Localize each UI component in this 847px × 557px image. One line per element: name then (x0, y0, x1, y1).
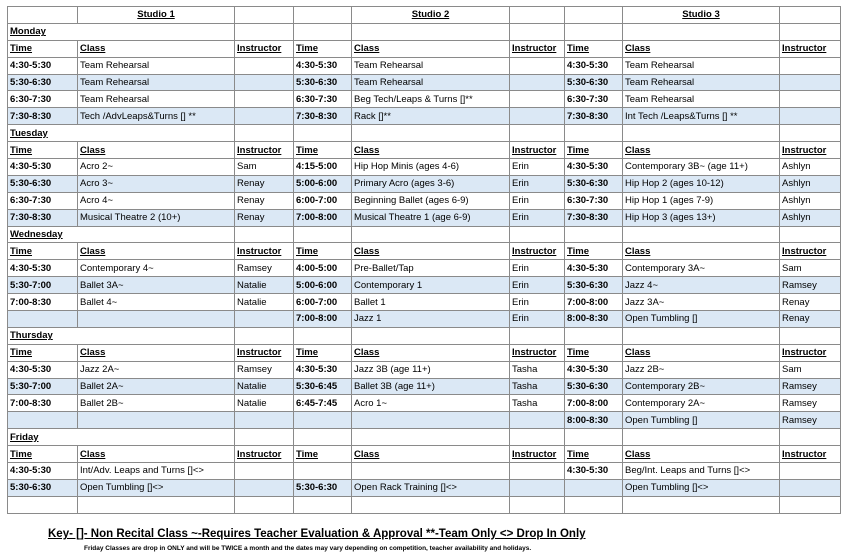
time-header: Time (8, 446, 78, 463)
class-cell: Team Rehearsal (623, 74, 780, 91)
studio-2-pad (294, 7, 352, 24)
empty-cell (780, 23, 841, 40)
empty-cell (565, 226, 623, 243)
time-cell: 4:30-5:30 (8, 361, 78, 378)
class-cell: Contemporary 2B~ (623, 378, 780, 395)
empty-cell (352, 125, 510, 142)
empty-cell (623, 23, 780, 40)
time-cell: 7:30-8:30 (8, 108, 78, 125)
empty-cell (623, 429, 780, 446)
instructor-cell: Ramsey (780, 395, 841, 412)
class-row (8, 311, 841, 328)
class-header: Class (78, 243, 235, 260)
empty-cell (623, 327, 780, 344)
instructor-cell: Renay (780, 311, 841, 328)
empty-cell (565, 125, 623, 142)
class-cell: Pre-Ballet/Tap (352, 260, 510, 277)
class-cell: Open Tumbling [] (623, 311, 780, 328)
time-cell: 7:30-8:30 (294, 108, 352, 125)
class-header: Class (623, 142, 780, 159)
instructor-header: Instructor (780, 40, 841, 57)
empty-cell (510, 226, 565, 243)
class-cell: Contemporary 4~ (78, 260, 235, 277)
class-cell: Int Tech /Leaps&Turns [] ** (623, 108, 780, 125)
instructor-header: Instructor (510, 344, 565, 361)
class-cell (78, 496, 235, 513)
time-header: Time (8, 142, 78, 159)
instructor-cell (235, 496, 294, 513)
class-row (8, 277, 841, 294)
instructor-cell: Natalie (235, 378, 294, 395)
instructor-cell: Erin (510, 192, 565, 209)
time-cell (8, 311, 78, 328)
class-row (8, 74, 841, 91)
instructor-cell: Erin (510, 277, 565, 294)
class-cell (352, 496, 510, 513)
time-cell: 7:30-8:30 (8, 209, 78, 226)
instructor-cell: Natalie (235, 277, 294, 294)
class-cell: Jazz 4~ (623, 277, 780, 294)
studio-1-pad-end (235, 7, 294, 24)
instructor-cell (235, 108, 294, 125)
empty-cell (294, 327, 352, 344)
instructor-cell (780, 463, 841, 480)
class-cell: Int/Adv. Leaps and Turns []<> (78, 463, 235, 480)
time-cell: 6:00-7:00 (294, 294, 352, 311)
class-cell: Contemporary 2A~ (623, 395, 780, 412)
empty-cell (565, 327, 623, 344)
instructor-cell: Erin (510, 175, 565, 192)
class-row (8, 175, 841, 192)
class-cell: Ballet 4~ (78, 294, 235, 311)
time-cell: 5:30-6:30 (8, 74, 78, 91)
instructor-cell: Ashlyn (780, 209, 841, 226)
instructor-cell (510, 91, 565, 108)
time-header: Time (565, 243, 623, 260)
instructor-header: Instructor (780, 446, 841, 463)
empty-cell (565, 23, 623, 40)
class-cell: Ballet 1 (352, 294, 510, 311)
class-header: Class (78, 142, 235, 159)
class-header: Class (352, 40, 510, 57)
time-header: Time (565, 446, 623, 463)
day-name: Tuesday (8, 125, 235, 142)
class-cell: Contemporary 1 (352, 277, 510, 294)
time-cell: 5:30-6:30 (565, 74, 623, 91)
class-cell (352, 412, 510, 429)
time-cell: 5:30-6:30 (8, 479, 78, 496)
class-cell: Acro 4~ (78, 192, 235, 209)
time-header: Time (565, 344, 623, 361)
instructor-header: Instructor (780, 243, 841, 260)
class-cell (78, 311, 235, 328)
empty-cell (510, 327, 565, 344)
time-cell: 4:30-5:30 (8, 159, 78, 176)
time-cell: 4:30-5:30 (294, 57, 352, 74)
instructor-cell: Erin (510, 209, 565, 226)
class-cell: Acro 3~ (78, 175, 235, 192)
instructor-cell: Ramsey (780, 412, 841, 429)
time-cell: 6:30-7:30 (565, 192, 623, 209)
instructor-header: Instructor (510, 40, 565, 57)
empty-cell (623, 125, 780, 142)
class-cell: Open Tumbling []<> (78, 479, 235, 496)
class-cell: Open Tumbling [] (623, 412, 780, 429)
time-cell: 5:30-6:45 (294, 378, 352, 395)
time-cell: 5:00-6:00 (294, 175, 352, 192)
day-row (8, 429, 841, 446)
class-row (8, 209, 841, 226)
instructor-cell (510, 108, 565, 125)
class-cell: Ballet 3B (age 11+) (352, 378, 510, 395)
empty-cell (235, 226, 294, 243)
class-cell: Open Tumbling []<> (623, 479, 780, 496)
instructor-cell (780, 57, 841, 74)
instructor-cell: Tasha (510, 378, 565, 395)
class-row (8, 378, 841, 395)
empty-cell (780, 429, 841, 446)
class-row (8, 496, 841, 513)
friday-note: Friday Classes are drop in ONLY and will be TWICE a month and the dates may vary depending on competition, teacher availability and holidays. (84, 545, 532, 552)
empty-cell (623, 226, 780, 243)
time-cell (294, 412, 352, 429)
instructor-header: Instructor (235, 142, 294, 159)
class-cell: Jazz 3A~ (623, 294, 780, 311)
class-cell: Hip Hop 2 (ages 10-12) (623, 175, 780, 192)
instructor-cell: Renay (235, 209, 294, 226)
class-row (8, 463, 841, 480)
instructor-cell: Sam (780, 361, 841, 378)
time-cell: 7:30-8:30 (565, 209, 623, 226)
time-cell: 5:30-6:30 (565, 277, 623, 294)
class-header: Class (352, 446, 510, 463)
class-cell (623, 496, 780, 513)
instructor-cell (235, 311, 294, 328)
class-cell: Jazz 1 (352, 311, 510, 328)
column-header-row (8, 142, 841, 159)
time-cell: 4:30-5:30 (565, 57, 623, 74)
instructor-cell: Tasha (510, 361, 565, 378)
class-header: Class (623, 446, 780, 463)
class-row (8, 192, 841, 209)
class-row (8, 260, 841, 277)
time-cell: 7:00-8:30 (8, 395, 78, 412)
class-row (8, 412, 841, 429)
class-row (8, 479, 841, 496)
class-cell: Team Rehearsal (78, 57, 235, 74)
instructor-cell (235, 412, 294, 429)
instructor-cell (780, 479, 841, 496)
instructor-cell: Sam (780, 260, 841, 277)
class-cell: Ballet 3A~ (78, 277, 235, 294)
instructor-header: Instructor (235, 40, 294, 57)
time-cell: 6:00-7:00 (294, 192, 352, 209)
empty-cell (352, 226, 510, 243)
empty-cell (352, 23, 510, 40)
studio-1-title: Studio 1 (78, 7, 235, 24)
instructor-cell (235, 74, 294, 91)
class-cell: Acro 2~ (78, 159, 235, 176)
column-header-row (8, 243, 841, 260)
instructor-cell: Ashlyn (780, 175, 841, 192)
day-row (8, 125, 841, 142)
class-header: Class (78, 446, 235, 463)
class-cell (78, 412, 235, 429)
studio-header-row (8, 7, 841, 24)
time-cell: 5:30-6:30 (565, 378, 623, 395)
class-row (8, 57, 841, 74)
time-header: Time (8, 40, 78, 57)
instructor-header: Instructor (235, 344, 294, 361)
column-header-row (8, 446, 841, 463)
time-header: Time (294, 142, 352, 159)
time-cell: 4:30-5:30 (565, 463, 623, 480)
time-cell: 6:30-7:30 (565, 91, 623, 108)
class-cell: Beginning Ballet (ages 6-9) (352, 192, 510, 209)
time-cell: 4:00-5:00 (294, 260, 352, 277)
time-cell: 7:00-8:00 (565, 395, 623, 412)
class-header: Class (352, 142, 510, 159)
empty-cell (294, 23, 352, 40)
class-cell: Team Rehearsal (623, 91, 780, 108)
time-cell: 7:00-8:00 (565, 294, 623, 311)
instructor-cell: Ashlyn (780, 159, 841, 176)
instructor-cell: Natalie (235, 294, 294, 311)
class-cell: Beg/Int. Leaps and Turns []<> (623, 463, 780, 480)
time-cell: 6:30-7:30 (8, 91, 78, 108)
class-cell: Team Rehearsal (623, 57, 780, 74)
class-cell: Contemporary 3A~ (623, 260, 780, 277)
empty-cell (510, 23, 565, 40)
class-schedule-table (7, 6, 841, 514)
instructor-cell (510, 57, 565, 74)
time-cell: 8:00-8:30 (565, 311, 623, 328)
empty-cell (565, 429, 623, 446)
empty-cell (510, 125, 565, 142)
class-row (8, 108, 841, 125)
class-cell: Ballet 2A~ (78, 378, 235, 395)
instructor-cell: Renay (780, 294, 841, 311)
class-cell: Jazz 2A~ (78, 361, 235, 378)
instructor-cell: Erin (510, 294, 565, 311)
class-cell: Jazz 3B (age 11+) (352, 361, 510, 378)
empty-cell (294, 125, 352, 142)
time-cell (565, 496, 623, 513)
studio-2-title: Studio 2 (352, 7, 510, 24)
day-row (8, 23, 841, 40)
time-cell: 7:00-8:00 (294, 209, 352, 226)
instructor-cell (510, 74, 565, 91)
class-header: Class (78, 344, 235, 361)
studio-2-pad-end (510, 7, 565, 24)
class-header: Class (623, 344, 780, 361)
class-cell: Team Rehearsal (352, 74, 510, 91)
empty-cell (294, 429, 352, 446)
class-row (8, 395, 841, 412)
empty-cell (510, 429, 565, 446)
time-cell: 4:15-5:00 (294, 159, 352, 176)
class-cell: Hip Hop 3 (ages 13+) (623, 209, 780, 226)
time-header: Time (294, 40, 352, 57)
class-cell: Hip Hop Minis (ages 4-6) (352, 159, 510, 176)
class-header: Class (78, 40, 235, 57)
class-cell: Musical Theatre 2 (10+) (78, 209, 235, 226)
instructor-cell: Natalie (235, 395, 294, 412)
class-cell: Open Rack Training []<> (352, 479, 510, 496)
time-cell: 6:45-7:45 (294, 395, 352, 412)
class-cell: Primary Acro (ages 3-6) (352, 175, 510, 192)
instructor-cell (235, 463, 294, 480)
time-cell: 5:30-6:30 (294, 479, 352, 496)
time-cell: 4:30-5:30 (294, 361, 352, 378)
time-cell: 4:30-5:30 (565, 361, 623, 378)
instructor-header: Instructor (235, 243, 294, 260)
class-header: Class (623, 40, 780, 57)
time-cell: 5:30-6:30 (8, 175, 78, 192)
day-row (8, 327, 841, 344)
instructor-cell: Sam (235, 159, 294, 176)
class-row (8, 294, 841, 311)
instructor-cell: Ramsey (780, 277, 841, 294)
time-cell: 5:30-6:30 (565, 175, 623, 192)
instructor-cell (780, 74, 841, 91)
class-cell: Beg Tech/Leaps & Turns []** (352, 91, 510, 108)
column-header-row (8, 40, 841, 57)
class-cell: Team Rehearsal (352, 57, 510, 74)
instructor-cell (780, 91, 841, 108)
class-row (8, 91, 841, 108)
class-cell: Hip Hop 1 (ages 7-9) (623, 192, 780, 209)
class-row (8, 159, 841, 176)
class-cell: Team Rehearsal (78, 74, 235, 91)
class-cell: Ballet 2B~ (78, 395, 235, 412)
instructor-cell: Ramsey (235, 260, 294, 277)
class-cell: Team Rehearsal (78, 91, 235, 108)
time-cell: 7:00-8:30 (8, 294, 78, 311)
studio-3-pad (565, 7, 623, 24)
time-cell: 5:00-6:00 (294, 277, 352, 294)
instructor-header: Instructor (780, 142, 841, 159)
instructor-cell: Renay (235, 175, 294, 192)
empty-cell (352, 429, 510, 446)
time-cell (294, 496, 352, 513)
time-cell: 4:30-5:30 (8, 260, 78, 277)
day-name: Wednesday (8, 226, 235, 243)
class-cell (352, 463, 510, 480)
legend-key: Key- []- Non Recital Class ~-Requires Teacher Evaluation & Approval **-Team Only <> Drop In Only (48, 528, 586, 540)
instructor-cell (235, 57, 294, 74)
instructor-cell: Erin (510, 260, 565, 277)
time-cell (8, 412, 78, 429)
class-cell: Jazz 2B~ (623, 361, 780, 378)
instructor-header: Instructor (780, 344, 841, 361)
instructor-cell: Erin (510, 311, 565, 328)
class-header: Class (352, 243, 510, 260)
instructor-header: Instructor (235, 446, 294, 463)
instructor-cell: Renay (235, 192, 294, 209)
instructor-cell (235, 91, 294, 108)
day-row (8, 226, 841, 243)
empty-cell (235, 327, 294, 344)
instructor-cell (510, 496, 565, 513)
day-name: Monday (8, 23, 235, 40)
time-cell (294, 463, 352, 480)
empty-cell (235, 23, 294, 40)
instructor-cell: Ramsey (780, 378, 841, 395)
time-cell: 7:30-8:30 (565, 108, 623, 125)
time-header: Time (294, 243, 352, 260)
time-cell: 4:30-5:30 (8, 463, 78, 480)
instructor-cell: Ramsey (235, 361, 294, 378)
time-cell: 4:30-5:30 (565, 260, 623, 277)
instructor-cell (510, 479, 565, 496)
time-header: Time (565, 142, 623, 159)
column-header-row (8, 344, 841, 361)
studio-3-pad-end (780, 7, 841, 24)
empty-cell (780, 125, 841, 142)
time-cell (8, 496, 78, 513)
instructor-cell: Ashlyn (780, 192, 841, 209)
class-header: Class (623, 243, 780, 260)
instructor-cell (780, 108, 841, 125)
class-cell: Rack []** (352, 108, 510, 125)
time-cell: 7:00-8:00 (294, 311, 352, 328)
instructor-cell: Tasha (510, 395, 565, 412)
empty-cell (235, 429, 294, 446)
time-cell: 5:30-6:30 (294, 74, 352, 91)
class-cell: Acro 1~ (352, 395, 510, 412)
instructor-header: Instructor (510, 446, 565, 463)
time-header: Time (8, 344, 78, 361)
time-cell: 5:30-7:00 (8, 277, 78, 294)
time-cell: 4:30-5:30 (565, 159, 623, 176)
class-cell: Contemporary 3B~ (age 11+) (623, 159, 780, 176)
empty-cell (235, 125, 294, 142)
time-cell: 6:30-7:30 (8, 192, 78, 209)
instructor-cell (510, 412, 565, 429)
class-cell: Tech /AdvLeaps&Turns [] ** (78, 108, 235, 125)
time-cell (565, 479, 623, 496)
empty-cell (780, 327, 841, 344)
empty-cell (780, 226, 841, 243)
instructor-cell (780, 496, 841, 513)
day-name: Thursday (8, 327, 235, 344)
time-header: Time (294, 446, 352, 463)
time-cell: 8:00-8:30 (565, 412, 623, 429)
time-header: Time (565, 40, 623, 57)
instructor-header: Instructor (510, 142, 565, 159)
class-row (8, 361, 841, 378)
instructor-cell (235, 479, 294, 496)
time-header: Time (8, 243, 78, 260)
class-header: Class (352, 344, 510, 361)
instructor-cell (510, 463, 565, 480)
time-cell: 4:30-5:30 (8, 57, 78, 74)
instructor-cell: Erin (510, 159, 565, 176)
time-header: Time (294, 344, 352, 361)
empty-cell (294, 226, 352, 243)
time-cell: 6:30-7:30 (294, 91, 352, 108)
studio-3-title: Studio 3 (623, 7, 780, 24)
class-cell: Musical Theatre 1 (age 6-9) (352, 209, 510, 226)
instructor-header: Instructor (510, 243, 565, 260)
empty-cell (352, 327, 510, 344)
time-cell: 5:30-7:00 (8, 378, 78, 395)
studio-1-pad (8, 7, 78, 24)
day-name: Friday (8, 429, 235, 446)
